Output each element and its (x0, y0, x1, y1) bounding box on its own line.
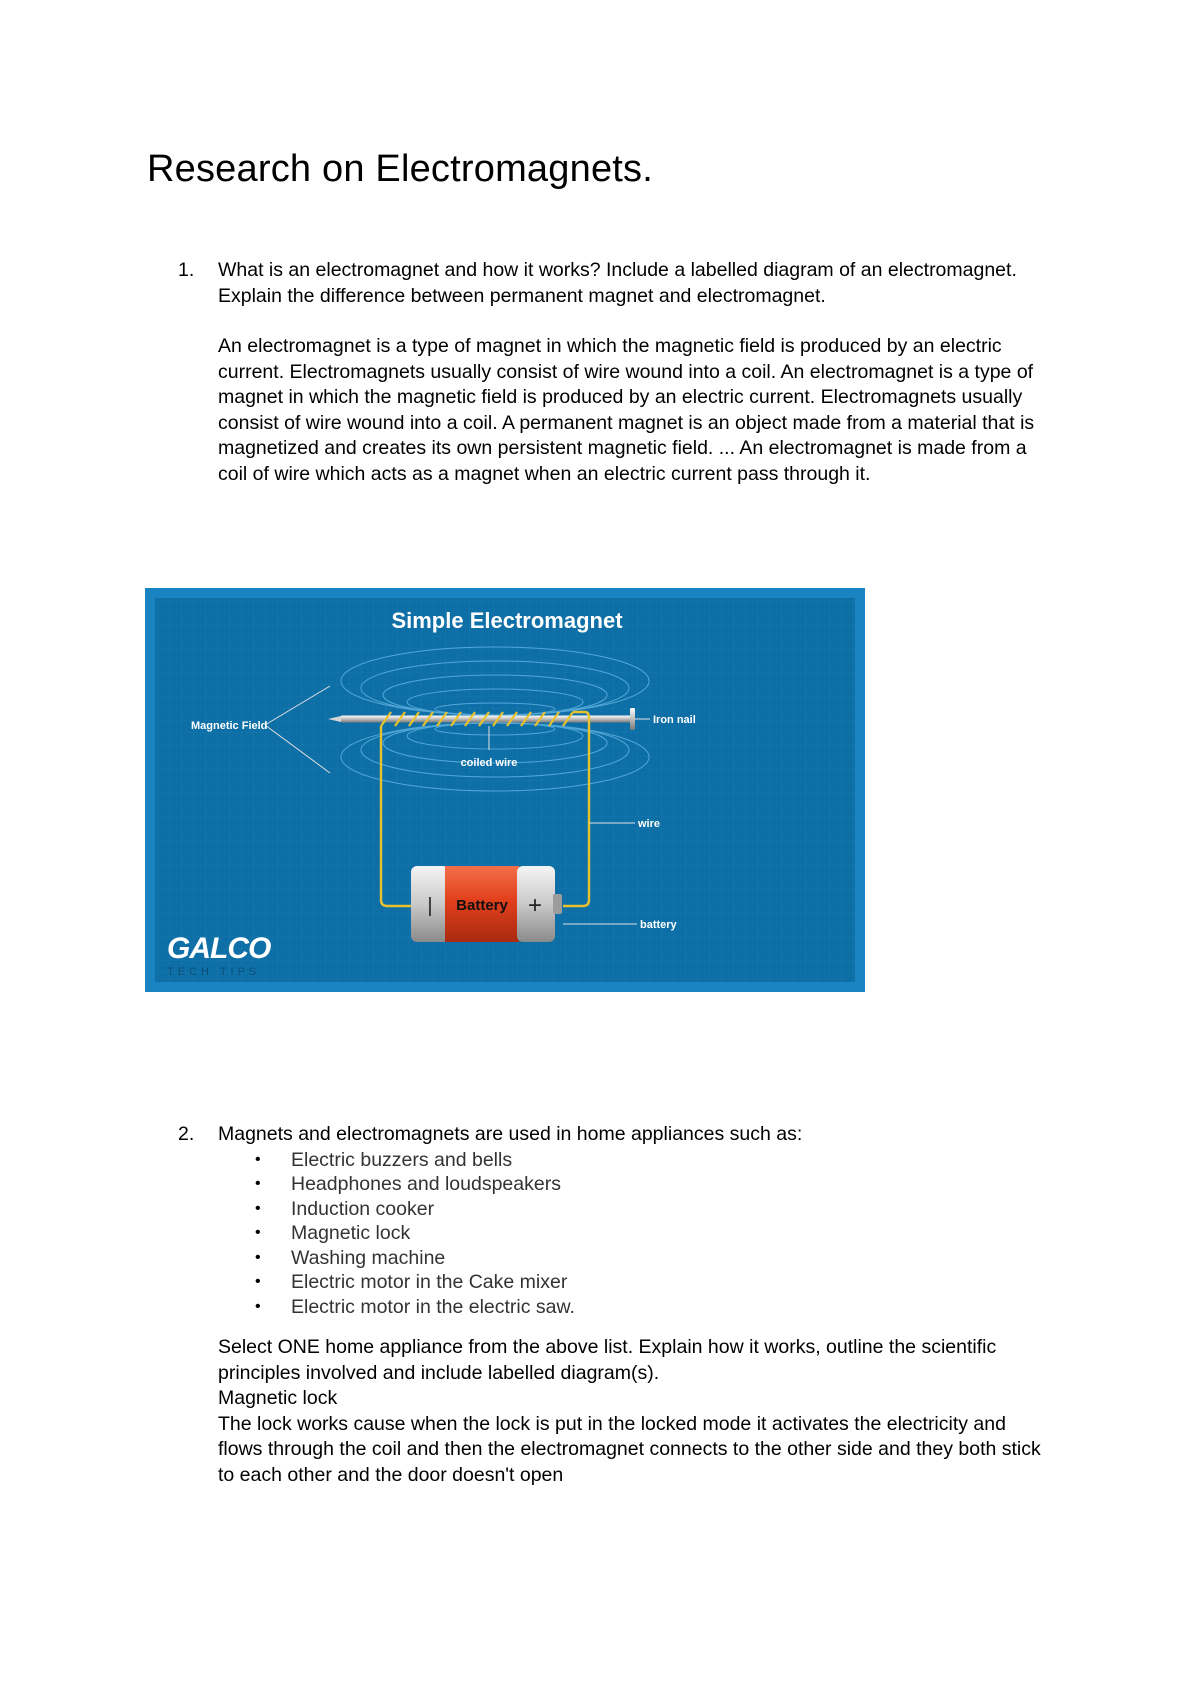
list-item (218, 1197, 1048, 1222)
list-item (218, 1246, 1048, 1271)
bullet: • (255, 1175, 261, 1192)
appliance-item: Electric buzzers and bells (291, 1148, 513, 1171)
bullet: • (255, 1273, 261, 1290)
coiled-wire-label: coiled wire (460, 757, 518, 769)
bullet: • (255, 1224, 261, 1241)
page-title: Research on Electromagnets. (147, 148, 653, 190)
bullet: • (255, 1199, 261, 1217)
battery-body-label: Battery (456, 897, 508, 914)
electromagnet-diagram (145, 588, 865, 992)
galco-logo: GALCO (167, 932, 271, 965)
bullet: • (255, 1297, 261, 1315)
iron-nail-label: Iron nail (653, 714, 696, 726)
list-item (218, 1221, 1048, 1246)
magnetic-field-label: Magnetic Field (191, 720, 268, 732)
question-2-intro: Magnets and electromagnets are used in home appliances such as: (218, 1123, 803, 1145)
galco-logo-subtitle: TECH TIPS (167, 966, 261, 978)
appliance-list (218, 1148, 1048, 1320)
question-2-number: 2. (178, 1123, 195, 1145)
wire-label: wire (638, 818, 661, 830)
question-1-answer: An electromagnet is a type of magnet in which the magnetic field is produced by an electric current. Electromagnets usually consist of wire wound into a coil. An electromagnet is a type of magnet in which the magnetic field is produced by an electric current. Electromagnets usually consist of wire wound into a coil. A permanent magnet is an object made from a material that is magnetized and creates its own persistent magnetic field. ... An electromagnet is made from a coil of wire which acts as a magnet when an electric current pass through it. (218, 335, 1035, 485)
question-1-number: 1. (178, 259, 195, 281)
list-item (218, 1295, 1048, 1320)
appliance-item: Headphones and loudspeakers (291, 1173, 561, 1195)
diagram-title: Simple Electromagnet (391, 608, 623, 633)
appliance-item: Magnetic lock (291, 1222, 411, 1244)
battery (411, 866, 562, 942)
question-2-answer: The lock works cause when the lock is put in the locked mode it activates the electricity and flows through the coil and then the electromagnet connects to the other side and they both stick to each other and the door doesn't open (218, 1412, 1041, 1486)
question-1-text: What is an electromagnet and how it works? Include a labelled diagram of an electromagnet. Explain the difference between permanent magnet and electromagnet. (218, 259, 1017, 307)
appliance-item: Washing machine (291, 1246, 446, 1269)
battery-plus: + (527, 892, 543, 919)
list-item (218, 1148, 1048, 1173)
battery-minus: | (427, 895, 433, 917)
question-2 (178, 1122, 1048, 1488)
list-item (218, 1270, 1048, 1295)
appliance-item: Electric motor in the electric saw. (291, 1295, 575, 1318)
question-1 (178, 258, 1048, 487)
appliance-item: Electric motor in the Cake mixer (291, 1271, 568, 1293)
list-item (218, 1172, 1048, 1197)
question-2-task: Select ONE home appliance from the above list. Explain how it works, outline the scientific principles involved and include labelled diagram(s). (218, 1336, 997, 1384)
bullet: • (255, 1150, 261, 1168)
electromagnet-diagram-svg (145, 588, 865, 992)
battery-label: battery (640, 919, 677, 931)
bullet: • (255, 1248, 261, 1266)
question-2-choice: Magnetic lock (218, 1387, 338, 1409)
appliance-item: Induction cooker (291, 1197, 435, 1220)
